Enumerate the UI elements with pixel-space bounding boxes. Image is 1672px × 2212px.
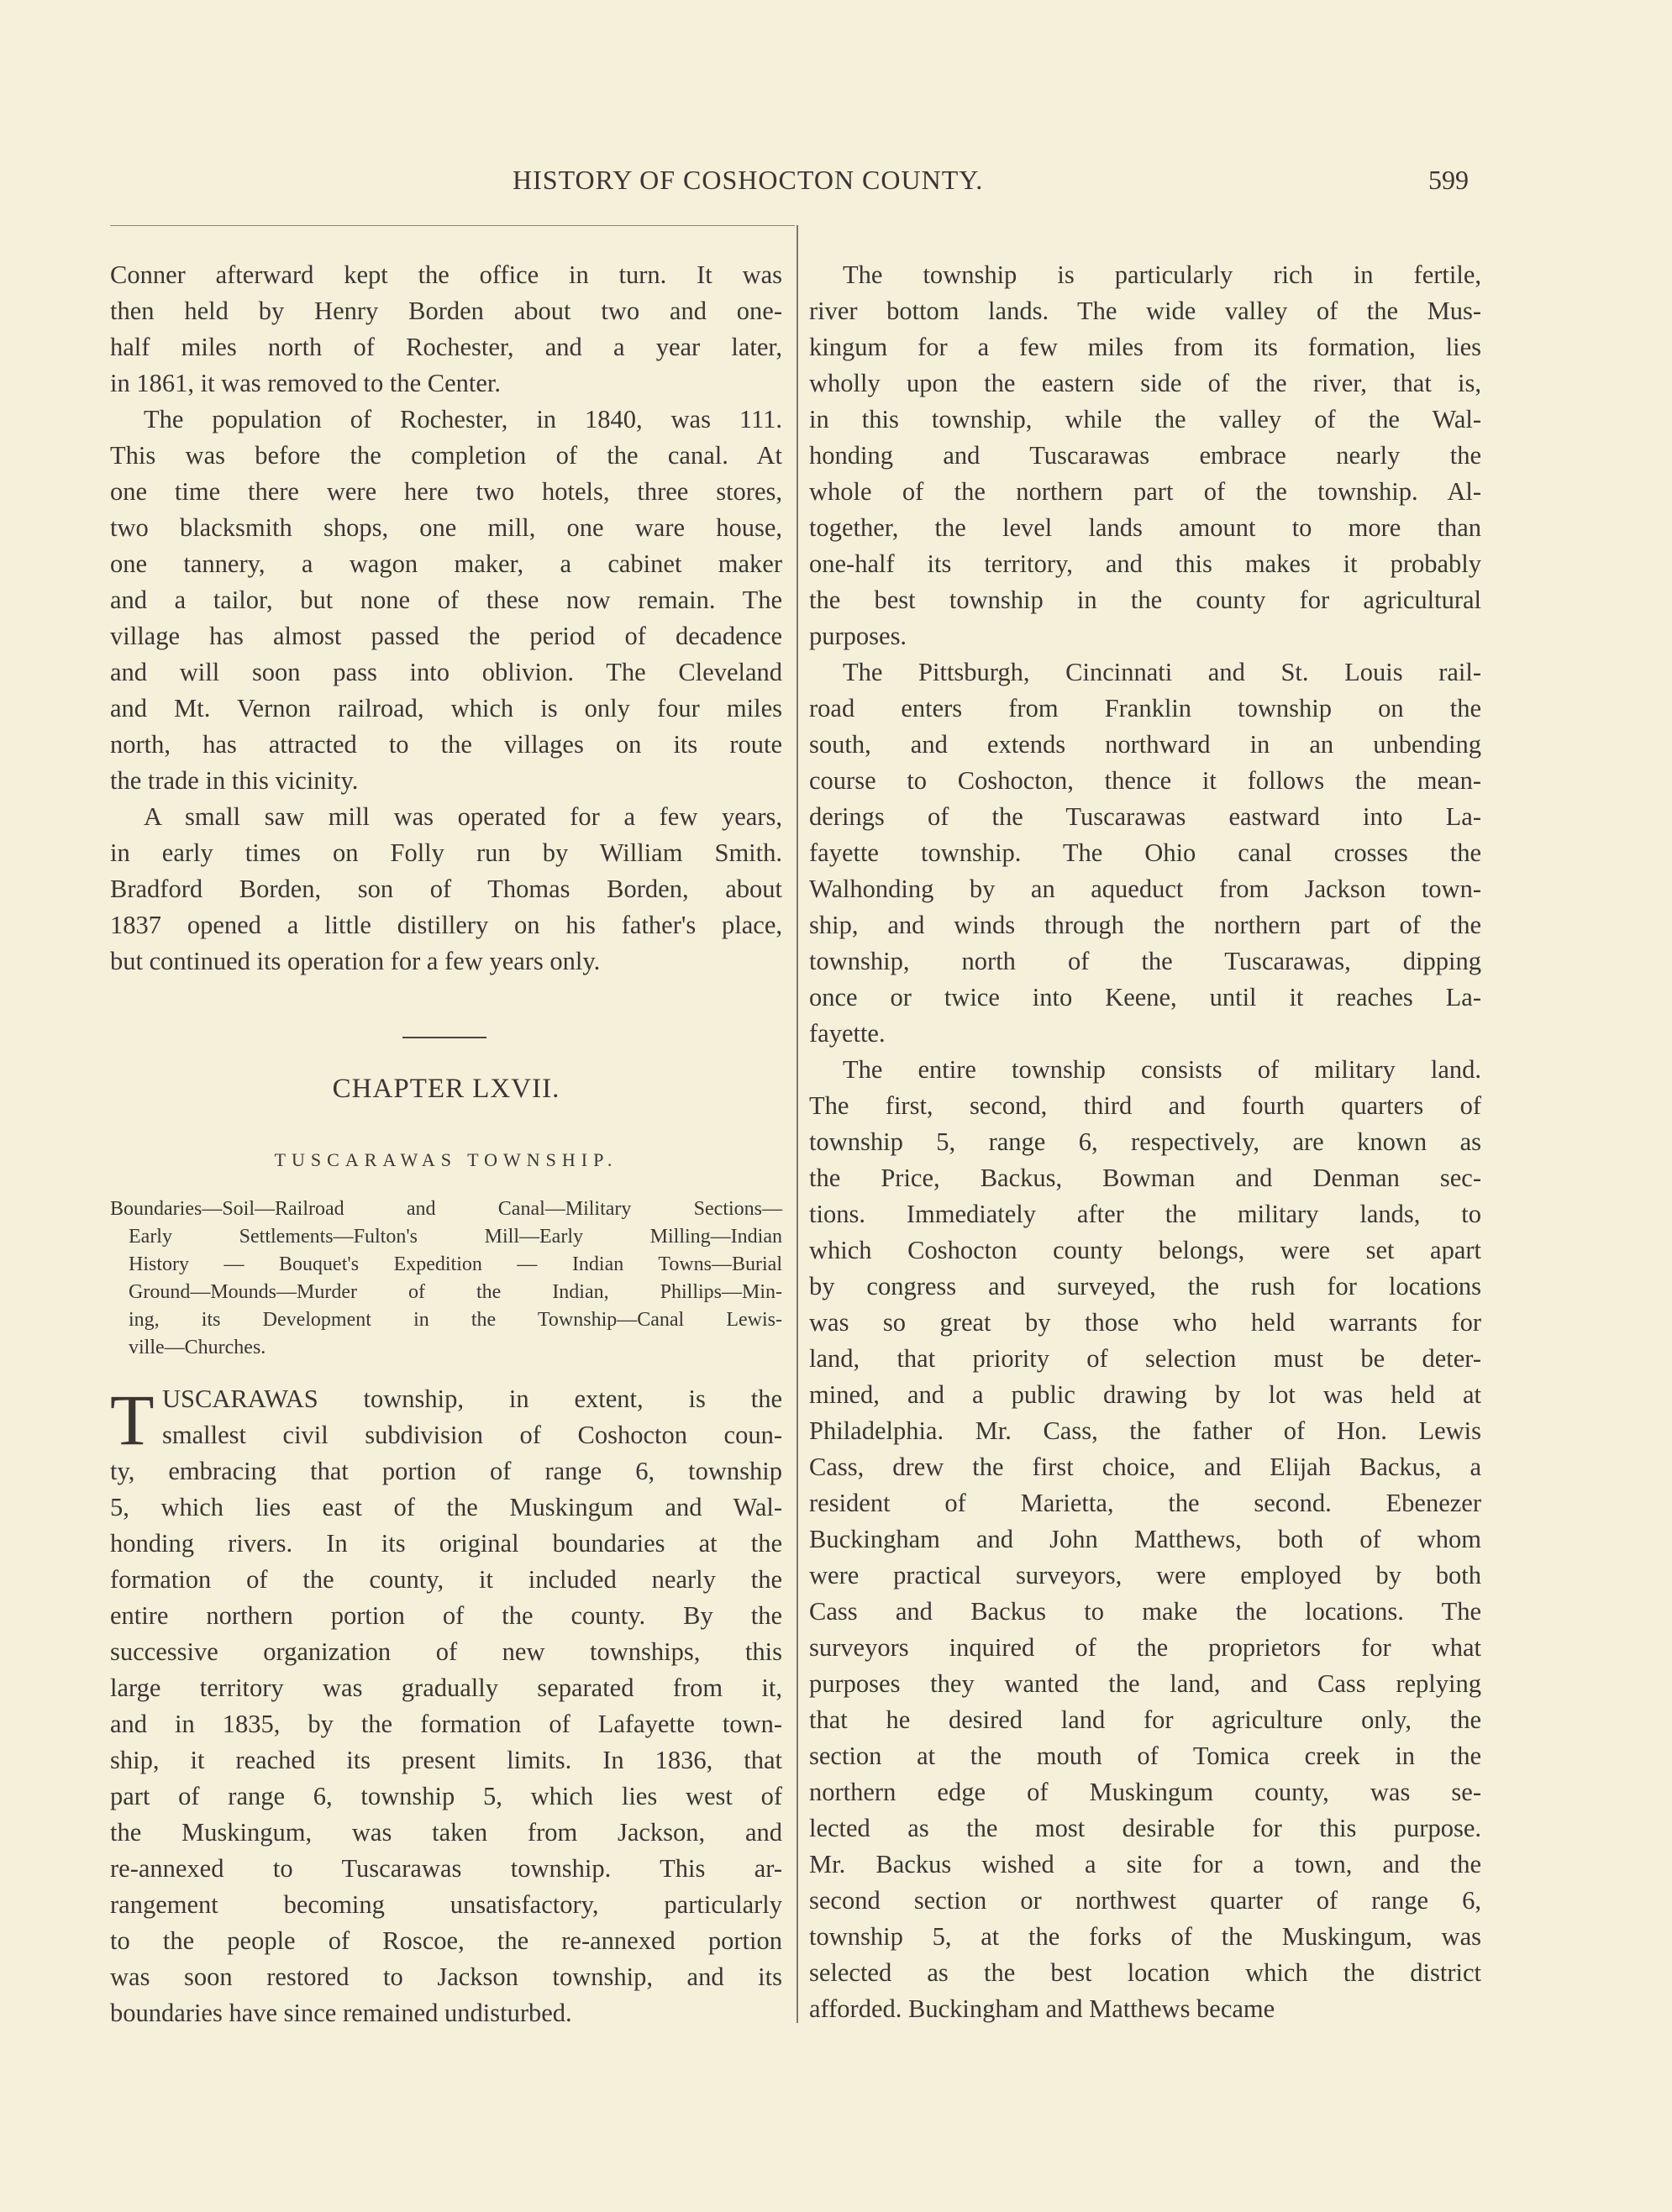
running-header xyxy=(0,165,1672,202)
text-line: purposes they wanted the land, and Cass replying xyxy=(809,1669,1481,1698)
text-line: tions. Immediately after the military lands, to xyxy=(809,1200,1481,1228)
text-line: fayette township. The Ohio canal crosses the xyxy=(809,838,1481,867)
text-line: boundaries have since remained undisturbed. xyxy=(110,1999,572,2027)
text-line: and a tailor, but none of these now remain. The xyxy=(110,586,782,614)
text-line: lected as the most desirable for this purpose. xyxy=(809,1814,1481,1842)
synopsis-line: ing, its Development in the Township—Canal Lewis- xyxy=(129,1309,782,1331)
text-line: that he desired land for agriculture only, the xyxy=(809,1705,1481,1734)
text-line: Mr. Backus wished a site for a town, and the xyxy=(809,1850,1481,1878)
page-number: 599 xyxy=(1428,165,1469,195)
synopsis-line: Early Settlements—Fulton's Mill—Early Milling—Indian xyxy=(129,1226,782,1248)
text-line: formation of the county, it included nearly the xyxy=(110,1565,782,1594)
text-line: were practical surveyors, were employed by both xyxy=(809,1561,1481,1589)
text-line: course to Coshocton, thence it follows the mean- xyxy=(809,766,1481,795)
header-rule xyxy=(110,225,795,226)
text-line: one time there were here two hotels, three stores, xyxy=(110,477,782,506)
text-line: surveyors inquired of the proprietors for what xyxy=(809,1633,1481,1662)
text-line: ship, and winds through the northern part of the xyxy=(809,911,1481,939)
text-line: section at the mouth of Tomica creek in the xyxy=(809,1742,1481,1770)
text-line: the Price, Backus, Bowman and Denman sec- xyxy=(809,1164,1481,1192)
text-line: Bradford Borden, son of Thomas Borden, about xyxy=(110,875,782,903)
text-line: and Mt. Vernon railroad, which is only four miles xyxy=(110,694,782,722)
text-line: one tannery, a wagon maker, a cabinet maker xyxy=(110,549,782,578)
chapter-body xyxy=(110,1381,782,2031)
text-line: Cass, drew the first choice, and Elijah Backus, a xyxy=(809,1453,1481,1481)
text-line: Philadelphia. Mr. Cass, the father of Hon. Lewis xyxy=(809,1416,1481,1445)
text-line: river bottom lands. The wide valley of the Mus- xyxy=(809,297,1481,325)
text-line: was soon restored to Jackson township, and its xyxy=(110,1962,782,1991)
text-line: purposes. xyxy=(809,622,907,650)
text-line: but continued its operation for a few years only. xyxy=(110,947,601,975)
text-line: The population of Rochester, in 1840, was 111. xyxy=(144,405,782,433)
text-line: Walhonding by an aqueduct from Jackson town- xyxy=(809,875,1481,903)
text-line: honding rivers. In its original boundaries at the xyxy=(110,1529,782,1558)
text-line: Conner afterward kept the office in turn. It was xyxy=(110,260,782,289)
text-line: large territory was gradually separated from it, xyxy=(110,1673,782,1702)
text-line: the Muskingum, was taken from Jackson, and xyxy=(110,1818,782,1847)
text-line: part of range 6, township 5, which lies west of xyxy=(110,1782,782,1810)
text-line: Cass and Backus to make the locations. The xyxy=(809,1597,1481,1626)
text-line: afforded. Buckingham and Matthews became xyxy=(809,1994,1275,2023)
text-line: and will soon pass into oblivion. The Cleveland xyxy=(110,658,782,686)
text-line: The entire township consists of military land. xyxy=(843,1055,1481,1084)
text-line: township 5, at the forks of the Muskingum, was xyxy=(809,1922,1481,1951)
chapter-heading: CHAPTER LXVII. xyxy=(332,1074,560,1104)
column-divider xyxy=(797,225,798,2023)
text-line: township 5, range 6, respectively, are known as xyxy=(809,1127,1481,1156)
text-line: wholly upon the eastern side of the river, that is, xyxy=(809,369,1481,397)
text-line: 5, which lies east of the Muskingum and Wal- xyxy=(110,1493,782,1521)
chapter-subtitle: TUSCARAWAS TOWNSHIP. xyxy=(274,1149,618,1170)
text-line: kingum for a few miles from its formation, lies xyxy=(809,333,1481,361)
text-line: The township is particularly rich in fertile, xyxy=(843,260,1481,289)
text-line: was so great by those who held warrants for xyxy=(809,1308,1481,1337)
drop-cap: T xyxy=(110,1379,155,1460)
text-line: USCARAWAS township, in extent, is the xyxy=(162,1384,782,1413)
chapter-synopsis xyxy=(110,1195,782,1362)
text-line: derings of the Tuscarawas eastward into La- xyxy=(809,802,1481,831)
running-header-title: HISTORY OF COSHOCTON COUNTY. xyxy=(513,165,984,195)
text-line: to the people of Roscoe, the re-annexed portion xyxy=(110,1926,782,1955)
text-line: fayette. xyxy=(809,1019,886,1048)
text-line: second section or northwest quarter of range 6, xyxy=(809,1886,1481,1915)
text-line: Buckingham and John Matthews, both of whom xyxy=(809,1525,1481,1553)
text-line: whole of the northern part of the township. Al- xyxy=(809,477,1481,506)
text-line: the trade in this vicinity. xyxy=(110,766,359,795)
text-line: The Pittsburgh, Cincinnati and St. Louis rail- xyxy=(843,658,1481,686)
text-line: entire northern portion of the county. By the xyxy=(110,1601,782,1630)
left-column xyxy=(110,257,782,980)
text-line: then held by Henry Borden about two and one- xyxy=(110,297,782,325)
text-line: township, north of the Tuscarawas, dipping xyxy=(809,947,1481,975)
text-line: land, that priority of selection must be deter- xyxy=(809,1344,1481,1373)
right-column xyxy=(809,257,1481,2027)
text-line: The first, second, third and fourth quarters of xyxy=(809,1091,1481,1120)
text-line: ship, it reached its present limits. In 1836, that xyxy=(110,1746,782,1774)
text-line: ty, embracing that portion of range 6, township xyxy=(110,1457,782,1485)
text-line: village has almost passed the period of decadence xyxy=(110,622,782,650)
text-line: once or twice into Keene, until it reaches La- xyxy=(809,983,1481,1011)
synopsis-line: Ground—Mounds—Murder of the Indian, Phillips—Min- xyxy=(129,1281,782,1303)
text-line: resident of Marietta, the second. Ebenezer xyxy=(809,1489,1481,1517)
text-line: mined, and a public drawing by lot was held at xyxy=(809,1380,1481,1409)
text-line: and in 1835, by the formation of Lafayette town- xyxy=(110,1710,782,1738)
text-line: honding and Tuscarawas embrace nearly the xyxy=(809,441,1481,470)
synopsis-line: ville—Churches. xyxy=(129,1337,266,1358)
text-line: road enters from Franklin township on the xyxy=(809,694,1481,722)
text-line: north, has attracted to the villages on its route xyxy=(110,730,782,759)
text-line: selected as the best location which the district xyxy=(809,1958,1481,1987)
text-line: which Coshocton county belongs, were set apart xyxy=(809,1236,1481,1264)
text-line: in this township, while the valley of the Wal- xyxy=(809,405,1481,433)
text-line: in 1861, it was removed to the Center. xyxy=(110,369,502,397)
section-separator xyxy=(402,1037,486,1038)
text-line: smallest civil subdivision of Coshocton coun- xyxy=(162,1421,782,1449)
text-line: two blacksmith shops, one mill, one ware house, xyxy=(110,513,782,542)
text-line: south, and extends northward in an unbending xyxy=(809,730,1481,759)
text-line: by congress and surveyed, the rush for locations xyxy=(809,1272,1481,1300)
text-line: together, the level lands amount to more than xyxy=(809,513,1481,542)
text-line: 1837 opened a little distillery on his father's place, xyxy=(110,911,782,939)
text-line: one-half its territory, and this makes it probably xyxy=(809,549,1481,578)
text-line: successive organization of new townships, this xyxy=(110,1637,782,1666)
text-line: in early times on Folly run by William Smith. xyxy=(110,838,782,867)
text-line: northern edge of Muskingum county, was se- xyxy=(809,1778,1481,1806)
text-line: This was before the completion of the canal. At xyxy=(110,441,782,470)
text-line: the best township in the county for agricultural xyxy=(809,586,1481,614)
text-line: A small saw mill was operated for a few years, xyxy=(144,802,782,831)
synopsis-line: Boundaries—Soil—Railroad and Canal—Military Sections— xyxy=(110,1198,782,1220)
text-line: half miles north of Rochester, and a year later, xyxy=(110,333,782,361)
text-line: rangement becoming unsatisfactory, particularly xyxy=(110,1890,782,1919)
synopsis-line: History — Bouquet's Expedition — Indian Towns—Burial xyxy=(129,1253,782,1275)
text-line: re-annexed to Tuscarawas township. This ar- xyxy=(110,1854,782,1883)
